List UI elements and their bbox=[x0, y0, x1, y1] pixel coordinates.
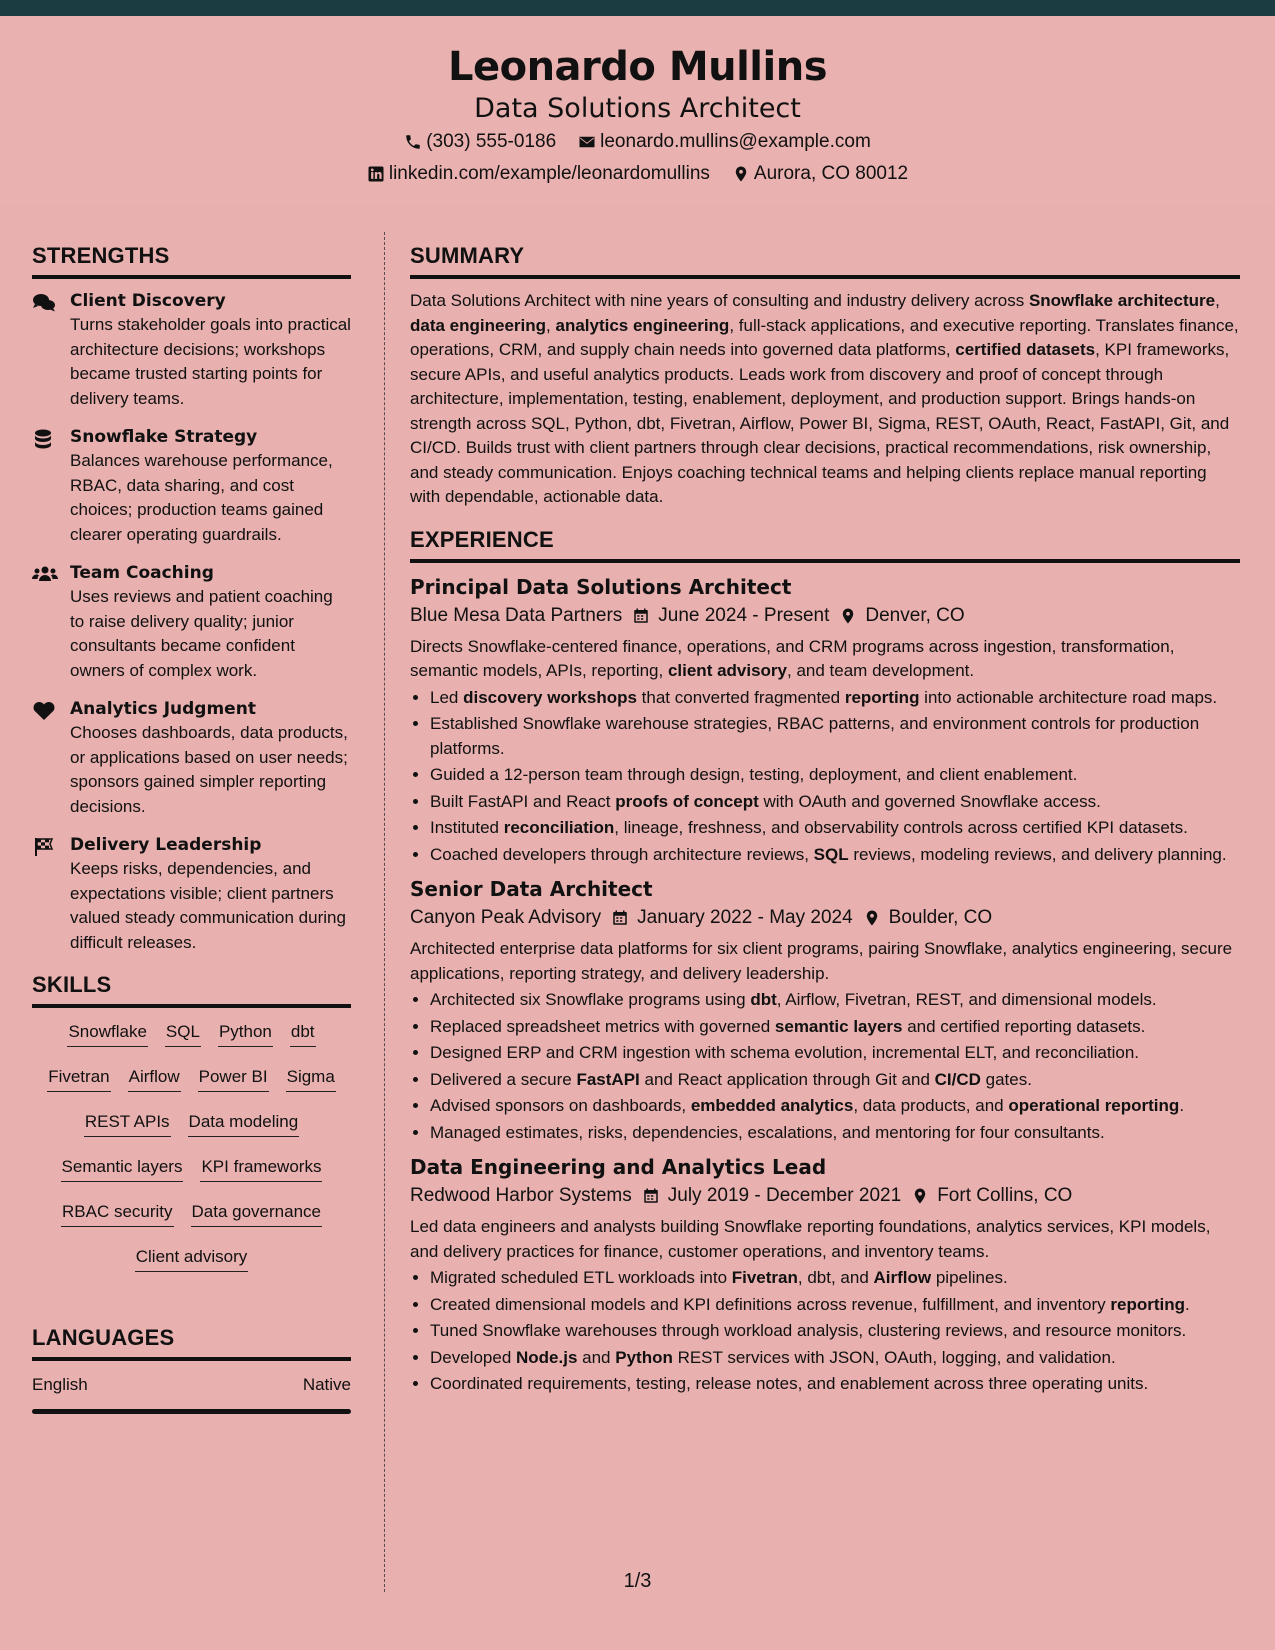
job-location: Fort Collins, CO bbox=[937, 1185, 1073, 1206]
calendar-icon bbox=[642, 1187, 660, 1205]
job-title: Principal Data Solutions Architect bbox=[410, 574, 792, 599]
language-level: Native bbox=[302, 1375, 351, 1394]
job-bullet: • Built FastAPI and React proofs of concept with OAuth and governed Snowflake access. bbox=[430, 790, 1240, 815]
job-dates-wrap bbox=[611, 903, 852, 933]
calendar-icon bbox=[611, 909, 629, 927]
job-dates-wrap bbox=[642, 1181, 901, 1211]
calendar-icon bbox=[632, 607, 650, 625]
job-title: Data Engineering and Analytics Lead bbox=[410, 1155, 827, 1179]
skill-tag: REST APIs bbox=[84, 1108, 171, 1137]
experience-heading: EXPERIENCE bbox=[410, 524, 1240, 563]
job-description: Architected enterprise data platforms for six client programs, pairing Snowflake, analytics engineering, secure applications, reporting strategy, and delivery leadership. bbox=[410, 939, 1233, 983]
strength-title: Client Discovery bbox=[70, 291, 226, 311]
job-bullet: • Advised sponsors on dashboards, embedded analytics, data products, and operational reporting. bbox=[430, 1094, 1240, 1119]
strength-desc: Chooses dashboards, data products, or applications based on user needs; sponsors gained simpler reporting decisions. bbox=[70, 723, 348, 816]
phone-contact[interactable] bbox=[404, 126, 556, 158]
summary-heading: SUMMARY bbox=[410, 240, 1240, 279]
strength-item bbox=[32, 289, 351, 411]
job-title: Senior Data Architect bbox=[410, 877, 653, 901]
job-meta bbox=[410, 601, 1240, 631]
job-location-wrap bbox=[911, 1181, 1072, 1211]
strength-desc: Uses reviews and patient coaching to raise delivery quality; junior consultants became confident owners of complex work. bbox=[70, 587, 333, 680]
strength-desc: Keeps risks, dependencies, and expectations visible; client partners valued steady communication during difficult releases. bbox=[70, 859, 346, 952]
job-bullet: • Led discovery workshops that converted fragmented reporting into actionable architecture road maps. bbox=[430, 686, 1240, 711]
job-bullets bbox=[430, 988, 1240, 1145]
linkedin-text: linkedin.com/example/leonardomullins bbox=[388, 163, 710, 184]
job-bullet: • Managed estimates, risks, dependencies, escalations, and mentoring for four consultants. bbox=[430, 1121, 1240, 1146]
map-marker-icon bbox=[863, 909, 881, 927]
job-entry bbox=[410, 573, 1240, 868]
job-bullet: • Guided a 12-person team through design, testing, deployment, and client enablement. bbox=[430, 763, 1240, 788]
job-dates: June 2024 - Present bbox=[658, 604, 830, 626]
job-location: Boulder, CO bbox=[888, 907, 993, 928]
strength-title: Delivery Leadership bbox=[70, 835, 262, 855]
job-dates-wrap bbox=[632, 601, 829, 631]
strength-title: Snowflake Strategy bbox=[70, 427, 258, 447]
page-number: 1/3 bbox=[623, 1570, 652, 1592]
comments-icon bbox=[32, 293, 56, 313]
summary-text: Data Solutions Architect with nine years of consulting and industry delivery across Snowflake architecture, data engineering, analytics engineering, full-stack applications, and executive reporting. Translates finance, operations, CRM, and supply chain needs into governed data platforms, certified datasets, KPI frameworks, secure APIs, and useful analytics products. Leads work from discovery and proof of concept through architecture, implementation, testing, enablement, deployment, and production support. Brings hands-on strength across SQL, Python, dbt, Fivetran, Airflow, Power BI, Sigma, REST, OAuth, React, FastAPI, Git, and CI/CD. Builds trust with client partners through clear decisions, practical recommendations, risk ownership, and steady communication. Enjoys coaching technical teams and helping clients replace manual reporting with dependable, actionable data. bbox=[410, 291, 1239, 506]
column-divider bbox=[384, 232, 385, 1592]
map-marker-icon bbox=[839, 607, 857, 625]
job-bullet: • Replaced spreadsheet metrics with governed semantic layers and certified reporting datasets. bbox=[430, 1015, 1240, 1040]
skill-tag: RBAC security bbox=[61, 1198, 174, 1227]
skill-tag: Fivetran bbox=[47, 1063, 110, 1092]
database-icon bbox=[32, 429, 56, 451]
strength-desc: Turns stakeholder goals into practical architecture decisions; workshops became trusted starting points for delivery teams. bbox=[70, 315, 351, 408]
job-bullets bbox=[430, 686, 1240, 868]
job-entry bbox=[410, 875, 1240, 1145]
job-bullet: • Coached developers through architecture reviews, SQL reviews, modeling reviews, and delivery planning. bbox=[430, 843, 1240, 868]
resume-header bbox=[0, 16, 1275, 204]
job-bullet: • Designed ERP and CRM ingestion with schema evolution, incremental ELT, and reconciliation. bbox=[430, 1041, 1240, 1066]
job-bullet: • Delivered a secure FastAPI and React application through Git and CI/CD gates. bbox=[430, 1068, 1240, 1093]
language-proficiency-bar bbox=[32, 1409, 351, 1414]
skill-tag: Snowflake bbox=[67, 1018, 147, 1047]
location-contact bbox=[732, 158, 908, 190]
strength-title: Analytics Judgment bbox=[70, 699, 256, 719]
strength-desc: Balances warehouse performance, RBAC, data sharing, and cost choices; production teams gained clearer operating guardrails. bbox=[70, 451, 333, 544]
job-company: Blue Mesa Data Partners bbox=[410, 604, 623, 626]
phone-text: (303) 555-0186 bbox=[426, 131, 557, 152]
skill-tag: SQL bbox=[165, 1018, 201, 1047]
users-icon bbox=[32, 565, 58, 585]
skill-tag: Data governance bbox=[191, 1198, 322, 1227]
right-column bbox=[410, 240, 1240, 1405]
phone-icon bbox=[404, 133, 422, 151]
linkedin-icon bbox=[367, 165, 385, 183]
skill-tag: Data modeling bbox=[188, 1108, 300, 1137]
contact-row-2 bbox=[0, 158, 1275, 190]
job-bullet: • Architected six Snowflake programs using dbt, Airflow, Fivetran, REST, and dimensional models. bbox=[430, 988, 1240, 1013]
job-bullets bbox=[430, 1266, 1240, 1397]
contact-row-1 bbox=[0, 126, 1275, 158]
skill-tag: dbt bbox=[290, 1018, 316, 1047]
skills-list bbox=[32, 1018, 351, 1288]
map-marker-icon bbox=[732, 165, 750, 183]
left-column bbox=[32, 240, 351, 1414]
email-text: leonardo.mullins@example.com bbox=[600, 131, 871, 152]
job-description: Directs Snowflake-centered finance, operations, and CRM programs across ingestion, transformation, semantic models, APIs, reporting, client advisory, and team development. bbox=[410, 636, 1175, 680]
top-accent-bar bbox=[0, 0, 1275, 16]
skills-heading: SKILLS bbox=[32, 969, 351, 1008]
languages-heading: LANGUAGES bbox=[32, 1322, 351, 1361]
job-dates: July 2019 - December 2021 bbox=[667, 1185, 902, 1206]
job-description: Led data engineers and analysts building Snowflake reporting foundations, analytics services, KPI models, and delivery practices for finance, customer operations, and inventory teams. bbox=[410, 1217, 1211, 1261]
job-meta bbox=[410, 1181, 1240, 1211]
job-dates: January 2022 - May 2024 bbox=[637, 907, 853, 928]
job-entry bbox=[410, 1153, 1240, 1397]
job-bullet: • Instituted reconciliation, lineage, freshness, and observability controls across certified KPI datasets. bbox=[430, 816, 1240, 841]
job-location-wrap bbox=[863, 903, 993, 933]
flag-checkered-icon bbox=[32, 837, 56, 857]
job-bullet: • Tuned Snowflake warehouses through workload analysis, clustering reviews, and resource monitors. bbox=[430, 1319, 1240, 1344]
strengths-heading: STRENGTHS bbox=[32, 240, 351, 279]
skill-tag: Airflow bbox=[128, 1063, 181, 1092]
email-contact[interactable] bbox=[578, 126, 871, 158]
map-marker-icon bbox=[911, 1187, 929, 1205]
job-bullet: • Migrated scheduled ETL workloads into Fivetran, dbt, and Airflow pipelines. bbox=[430, 1266, 1240, 1291]
strengths-list bbox=[32, 289, 351, 955]
candidate-name: Leonardo Mullins bbox=[447, 44, 828, 90]
language-item bbox=[32, 1371, 351, 1399]
skill-tag: Python bbox=[218, 1018, 273, 1047]
job-bullet: • Created dimensional models and KPI definitions across revenue, fulfillment, and inventory reporting. bbox=[430, 1293, 1240, 1318]
skill-tag: Semantic layers bbox=[61, 1153, 184, 1182]
job-company: Redwood Harbor Systems bbox=[410, 1185, 632, 1206]
strength-item bbox=[32, 833, 351, 955]
candidate-title: Data Solutions Architect bbox=[474, 93, 801, 124]
location-text: Aurora, CO 80012 bbox=[753, 163, 909, 184]
job-location-wrap bbox=[839, 601, 964, 631]
envelope-icon bbox=[578, 133, 596, 151]
job-location: Denver, CO bbox=[865, 604, 965, 626]
job-bullet: • Developed Node.js and Python REST services with JSON, OAuth, logging, and validation. bbox=[430, 1346, 1240, 1371]
job-company: Canyon Peak Advisory bbox=[410, 907, 602, 928]
linkedin-contact[interactable] bbox=[367, 158, 710, 190]
job-bullet: • Coordinated requirements, testing, release notes, and enablement across three operating units. bbox=[430, 1372, 1240, 1397]
skill-tag: Sigma bbox=[286, 1063, 336, 1092]
language-name: English bbox=[32, 1375, 88, 1394]
skill-tag: Client advisory bbox=[135, 1243, 249, 1272]
skill-tag: Power BI bbox=[198, 1063, 269, 1092]
strength-item bbox=[32, 697, 351, 819]
strength-item bbox=[32, 425, 351, 547]
job-bullet: • Established Snowflake warehouse strategies, RBAC patterns, and environment controls for production platforms. bbox=[430, 712, 1240, 761]
skill-tag: KPI frameworks bbox=[200, 1153, 322, 1182]
job-meta bbox=[410, 903, 1240, 933]
heart-icon bbox=[32, 701, 56, 721]
strength-item bbox=[32, 561, 351, 683]
strength-title: Team Coaching bbox=[70, 563, 214, 583]
